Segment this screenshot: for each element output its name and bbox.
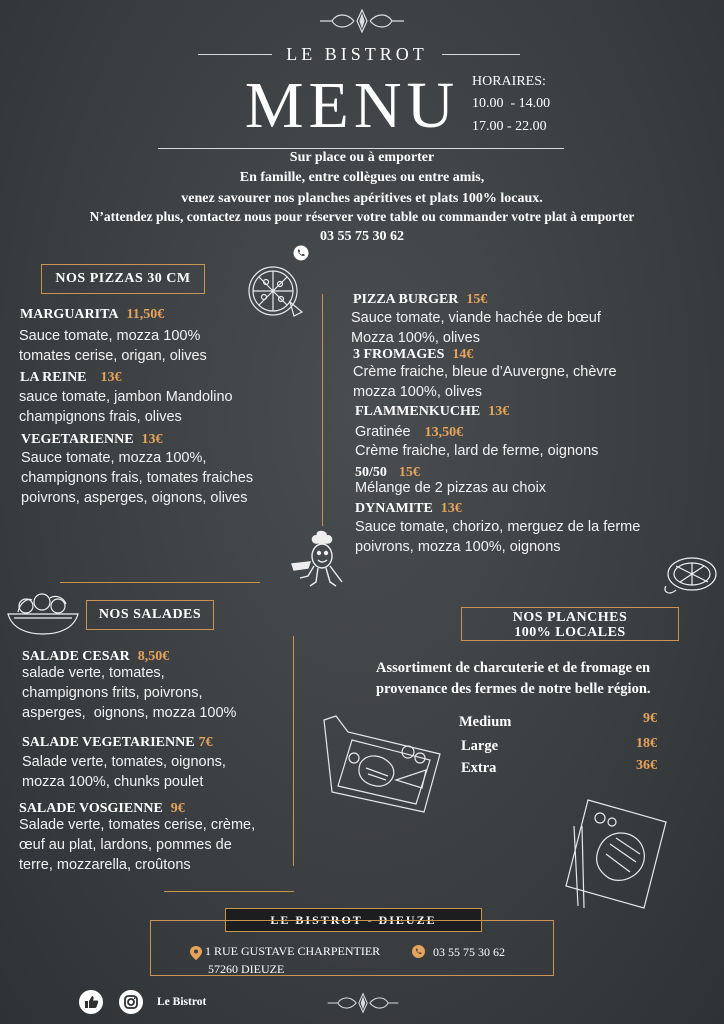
pizza-vegetarienne-desc-2: champignons frais, tomates fraiches	[21, 470, 254, 486]
header-underline	[158, 148, 564, 149]
hours-morning: 10.00 - 14.00	[472, 96, 551, 111]
intro-phone[interactable]: 03 55 75 30 62	[320, 229, 404, 244]
salads-heading: NOS SALADES	[86, 600, 214, 630]
instagram-icon[interactable]	[119, 990, 143, 1014]
phone-icon	[412, 945, 425, 958]
salads-bottom-rule	[164, 891, 294, 892]
salad-vegetarienne-desc-2: mozza 100%, chunks poulet	[22, 774, 204, 790]
pizza-name: DYNAMITE	[355, 501, 433, 516]
pizza-price: 13€	[488, 404, 510, 419]
salad-name: SALADE VOSGIENNE	[19, 801, 163, 816]
planche-medium-price: 9€	[643, 711, 657, 726]
pizza-3-fromages-title	[353, 347, 473, 363]
planche-large-price: 18€	[636, 736, 657, 751]
social-name[interactable]: Le Bistrot	[157, 996, 207, 1008]
salad-price: 8,50€	[137, 649, 170, 664]
location-pin-icon	[190, 946, 202, 960]
footer-banner: LE BISTROT - DIEUZE	[225, 908, 482, 932]
pizza-icon	[246, 264, 304, 320]
phone-icon	[293, 245, 309, 261]
pizza-name: VEGETARIENNE	[21, 432, 134, 447]
pizza-marguarita-desc-2: tomates cerise, origan, olives	[19, 348, 207, 364]
pizza-dynamite-title	[355, 501, 462, 517]
facebook-like-icon[interactable]	[79, 990, 103, 1014]
ham-icon	[660, 552, 720, 598]
pizza-reine-desc-1: sauce tomate, jambon Mandolino	[19, 389, 233, 405]
planches-desc-2: provenance des fermes de notre belle région.	[376, 681, 651, 697]
salad-price: 7€	[198, 735, 213, 750]
intro-line-3: venez savourer nos planches apéritives et plats 100% locaux.	[181, 191, 543, 206]
planches-heading-line-2: 100% LOCALES	[514, 625, 626, 640]
pizza-name: FLAMMENKUCHE	[355, 404, 481, 419]
planche-extra-price: 36€	[636, 758, 657, 773]
charcuterie-board-icon	[322, 714, 446, 814]
pizza-vegetarienne-desc-1: Sauce tomate, mozza 100%,	[21, 450, 207, 466]
pizza-name: PIZZA BURGER	[353, 292, 459, 307]
pizza-vegetarienne-desc-3: poivrons, asperges, oignons, olives	[21, 490, 248, 506]
footer-address-line-1: 1 RUE GUSTAVE CHARPENTIER	[205, 944, 381, 958]
salad-price: 9€	[170, 801, 185, 816]
salad-bowl-icon	[4, 590, 82, 636]
brand-name: LE BISTROT	[286, 44, 428, 64]
pizzas-heading: NOS PIZZAS 30 CM	[41, 264, 205, 294]
pizza-price: 14€	[452, 347, 474, 362]
pizza-divider	[322, 294, 323, 526]
pizza-flammenkuche-sub	[355, 422, 463, 443]
ornament-icon	[326, 990, 400, 1016]
pizza-burger-title	[353, 292, 487, 308]
pizza-price: 13€	[141, 432, 163, 447]
salad-vosgienne-desc-3: terre, mozzarella, croûtons	[19, 857, 191, 873]
salad-cesar-desc-3: asperges, oignons, mozza 100%	[22, 705, 237, 721]
pizza-price: 15€	[398, 465, 420, 480]
menu-title: MENU	[244, 69, 460, 142]
ornament-icon	[318, 8, 406, 34]
salad-vosgienne-desc-2: œuf au plat, lardons, pommes de	[19, 837, 232, 853]
salad-vegetarienne-desc-1: Salade verte, tomates, oignons,	[22, 754, 226, 770]
footer-address-line-2: 57260 DIEUZE	[208, 962, 285, 976]
meat-board-icon	[560, 796, 670, 912]
salad-vegetarienne-title	[22, 735, 213, 751]
pizza-burger-desc-2: Mozza 100%, olives	[351, 330, 480, 346]
pizza-3-fromages-desc-1: Crème fraiche, bleue d’Auvergne, chèvre	[353, 364, 617, 380]
hours-label: HORAIRES:	[472, 74, 546, 89]
planches-heading	[461, 607, 679, 641]
planche-extra-name: Extra	[461, 760, 497, 776]
pizza-reine-desc-2: champignons frais, olives	[19, 409, 182, 425]
salads-divider	[293, 636, 294, 866]
planches-desc-1: Assortiment de charcuterie et de fromage en	[376, 660, 651, 676]
salads-top-rule	[60, 582, 260, 583]
pizza-dynamite-desc-2: poivrons, mozza 100%, oignons	[355, 539, 561, 555]
pizza-3-fromages-desc-2: mozza 100%, olives	[353, 384, 482, 400]
intro-line-4: N’attendez plus, contactez nous pour réserver votre table ou commander votre plat à emporter	[89, 209, 635, 224]
intro-line-1: Sur place ou à emporter	[289, 150, 435, 165]
pizza-name: LA REINE	[20, 370, 87, 385]
pizza-sub-price: 13,50€	[424, 425, 464, 440]
header-rule-right	[442, 54, 520, 55]
salad-cesar-desc-2: champignons frits, poivrons,	[22, 685, 203, 701]
pizza-name: 50/50	[355, 465, 387, 480]
pizza-price: 13€	[440, 501, 462, 516]
pizza-5050-desc-1: Mélange de 2 pizzas au choix	[355, 480, 547, 496]
pizza-price: 13€	[100, 370, 122, 385]
pizza-flammenkuche-desc-1: Crème fraiche, lard de ferme, oignons	[355, 443, 599, 459]
planches-heading-line-1: NOS PLANCHES	[512, 610, 628, 625]
salad-cesar-desc-1: salade verte, tomates,	[22, 665, 165, 681]
pizza-dynamite-desc-1: Sauce tomate, chorizo, merguez de la ferme	[355, 519, 641, 535]
header-rule-left	[198, 54, 272, 55]
pizza-flammenkuche-title	[355, 404, 509, 420]
pizza-marguarita-desc-1: Sauce tomate, mozza 100%	[19, 328, 201, 344]
pizza-price: 15€	[466, 292, 488, 307]
hours-evening: 17.00 - 22.00	[472, 119, 547, 134]
planche-large-name: Large	[461, 738, 499, 754]
salad-name: SALADE CESAR	[22, 649, 130, 664]
salad-vosgienne-desc-1: Salade verte, tomates cerise, crème,	[19, 817, 256, 833]
pizza-name: 3 FROMAGES	[353, 347, 445, 362]
pizza-reine-title	[20, 370, 122, 386]
pizza-name: MARGUARITA	[20, 307, 119, 322]
salad-name: SALADE VEGETARIENNE	[22, 735, 195, 750]
intro-line-2: En famille, entre collègues ou entre amis,	[239, 170, 485, 185]
pizza-marguarita-title	[20, 307, 164, 323]
chef-icon	[288, 530, 352, 588]
pizza-burger-desc-1: Sauce tomate, viande hachée de bœuf	[351, 310, 601, 326]
pizza-price: 11,50€	[126, 307, 165, 322]
footer-phone[interactable]: 03 55 75 30 62	[433, 945, 505, 959]
pizza-vegetarienne-title	[21, 432, 163, 448]
pizza-sub-name: Gratinée	[355, 424, 411, 440]
planche-medium-name: Medium	[459, 714, 512, 730]
